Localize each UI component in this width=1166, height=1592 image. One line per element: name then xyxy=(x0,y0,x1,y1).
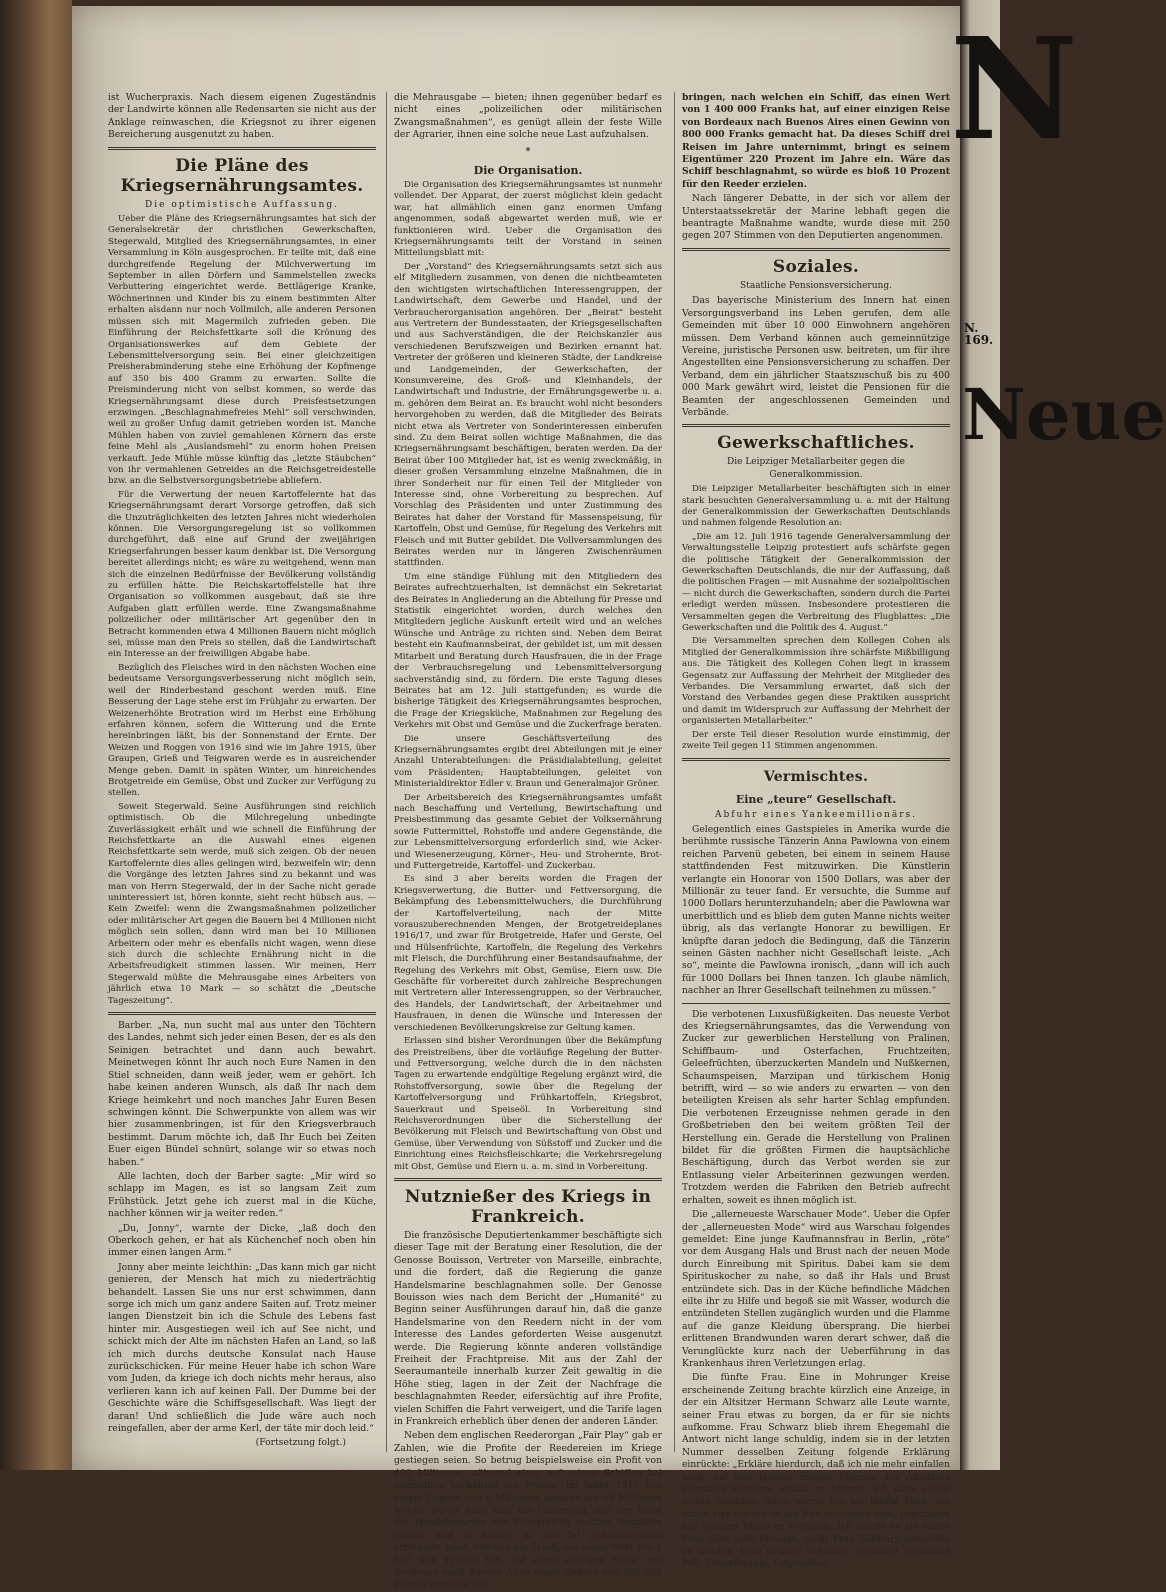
column-divider xyxy=(674,92,675,1452)
story-paragraph: Alle lachten, doch der Barber sagte: „Mir wird so schlapp im Magen, es ist so langsam Zeit zum Frühstück. Jetzt gehe ich zuerst mal in die Küche, nachher können wir ja weiter reden.“ xyxy=(108,1170,376,1220)
column-2 xyxy=(394,92,662,1591)
divider xyxy=(682,1003,950,1004)
headline-nutzniesser: Nutznießer des Kriegs in Frankreich. xyxy=(404,1186,652,1227)
headline-soziales: Soziales. xyxy=(772,256,860,277)
article-paragraph: Bezüglich des Fleisches wird in den nächsten Wochen eine bedeutsame Versorgungsverbesserung nicht möglich sein, weil der Rinderbestand geschont werden muß. Eine Besserung der Lage stehe erst im Frühjahr zu erwarten. Der Weizenerhöhte Brotration wird im Herbst eine Erhöhung erfahren können, sofern die Witterung und die Ernte hereinbringen läßt, bis der Sonnenstand der Ernte. Der Weizen und Roggen von 1916 sind wie im Jahre 1915, über Graupen, Grieß und Teigwaren werde es in ausreichender Menge geben. Damit in späten Winter, um hinreichendes Brotgetreide ein Gemüse, Obst und Zucker zur Verfügung zu stellen. xyxy=(108,662,376,799)
article-paragraph: Neben dem englischen Reederorgan „Fair Play“ gab er Zahlen, wie die Profite der Reedereien im Kriege gestiegen seien. So betrug beispielsweise ein Profit von 400 Millionen, während einer auf seinen Schiffen bei demselben Verhältnis die Profite, im Jahre 1915 von einem Gewinn von 6 Millionen beinahe auf 40 Millionen wuchs. Daher habe man die Forderung, daß der Staat die Handelsmarine mit Frankreichs machte, bezahlen müsse, und er konnte in der Tat Zahlenangaben erbringen, nach welchen ein Schiff, das einen Wert von 1 400 000 Franks hat, auf einer einzigen Reise von Bordeaux nach Buenos Aires einen Gewinn von 800 000 Franks gemacht hat. xyxy=(394,1430,662,1591)
story-paragraph: Barber. „Na, nun sucht mal aus unter den Töchtern des Landes, nehmt sich jeder einen Besen, der es als den Seinigen betrachtet und dann auch bewahrt. Meinetwegen könnt Ihr auch noch Eure Namen in den Stiel schneiden, dann weiß jeder, wem er gehört. Ich habe keinen anderen Wunsch, als daß Ihr nach dem Kriege heimkehrt und noch manches Jahr Euren Besen schwingen könnt. Die Schwerpunkte von allem was wir hier zusammenbringen, ist für den Kriegsverbrauch bestimmt. Darum möchte ich, daß Ihr Euch bei Zeiten Euer eigen Bündel schnürt, solange wir so etwas noch haben.“ xyxy=(108,1020,376,1168)
article-paragraph: Der Arbeitsbereich des Kriegsernährungsamtes umfaßt nach Beschaffung und Verteilung, Bewirtschaftung und Preisbestimmung das gesamte Gebiet der Volksernährung sowie Futtermittel, Rohstoffe und andere Gegenstände, die zur Lebensmittelversorgung erforderlich sind, wie Acker- und Wiesenerzeugung, Körner-, Heu- und Strohernte, Brot- und Futtergetreide, Kartoffel- und Zuckerbau. xyxy=(394,792,662,871)
book-binding xyxy=(0,0,72,1470)
article-paragraph: Gelegentlich eines Gastspieles in Amerika wurde die berühmte russische Tänzerin Anna Pawlowna von einem reichen Parvenü gebeten, bei einem in seinem Hause stattfindenden Fest mitzuwirken. Die Künstlerin verlangte ein Honorar von 1500 Dollars, was aber der Millionär zu teuer fand. Er versuchte, die Summe auf 1000 Dollars herunterzuhandeln; aber die Pawlowna war unerbittlich und es blieb dem guten Manne nichts weiter übrig, als das verlangte Honorar zu bewilligen. Er knüpfte daran jedoch die Bedingung, daß die Tänzerin seinen Gästen nachher nicht Gesellschaft leiste. „Ach so“, meinte die Pawlowna ironisch, „dann will ich auch für 1000 Dollars bei Ihnen tanzen. Ich glaube nämlich, nachher an Ihrer Gesellschaft teilnehmen zu müssen.“ xyxy=(682,823,950,997)
intro-text: bringen, nach welchen ein Schiff, das einen Wert von 1 400 000 Franks hat, auf einer einzigen Reise von Bordeaux nach Buenos Aires einen Gewinn von 800 000 Franks gemacht hat. Da dieses Schiff drei Reisen im Jahre unternimmt, bringt es seinem Eigentümer 220 Prozent im Jahre ein. Wäre das Schiff beschlagnahmt, so würde es bloß 10 Prozent für den Reeder erzielen. xyxy=(682,92,950,190)
masthead-fragment: Neue xyxy=(962,373,1166,456)
subheadline: Die Leipziger Metallarbeiter gegen die Generalkommission. xyxy=(727,457,905,480)
kicker: Die optimistische Auffassung. xyxy=(145,199,339,210)
section-rule xyxy=(108,1012,376,1015)
story-paragraph: Jonny aber meinte leichthin: „Das kann mich gar nicht genieren, der Mensch hat mich zu niederträchtig behandelt. Lassen Sie uns nur erst schwimmen, dann sorge ich mich um ganz andere Saiten auf. Trotz meiner langen Dienstzeit bin ich die Schule des Lebens fast hinter mir. Ausgestiegen weil ich auf See nicht, und schickt mich der Alte im nächsten Hafen an Land, so laß ich mich durchs deutsche Konsulat nach Hause zurückschicken. Für meine Heuer habe ich schon Ware vom Juden, da kriege ich doch nichts mehr heraus, also verlieren kann ich auf keinen Fall. Der Dumme bei der Geschichte wäre die Schiffsgesellschaft. Was liegt der daran! Und schließlich die Jude wäre auch noch reingefallen, aber der arme Kerl, der täte mir doch leid.“ xyxy=(108,1261,376,1435)
article-paragraph: Die Organisation des Kriegsernährungsamtes ist nunmehr vollendet. Der Apparat, der zuerst möglichst klein gedacht war, hat allmählich einen ganz enormen Umfang angenommen, sodaß abgewartet werden muß, wie er funktionieren wird. Ueber die Organisation des Kriegsernährungsamts teilt der Vorstand in seinen Mitteilungsblatt mit: xyxy=(394,180,662,259)
section-rule xyxy=(682,758,950,761)
kicker: Abfuhr eines Yankeemillionärs. xyxy=(714,809,918,820)
article-paragraph: Um eine ständige Fühlung mit den Mitgliedern des Beirates aufrechtzuerhalten, ist demnächst ein Sekretariat des Beirates in Angliederung an die Abteilung für Presse und Statistik eingerichtet worden, durch welches den Mitgliedern jegliche Auskunft erteilt wird und an welches Wünsche und Anträge zu richten sind. Neben dem Beirat besteht ein Kaufmannsbeirat, der gebildet ist, um mit dessen Mitarbeit und Beratung durch Hausfrauen, die in der Frage der Verbrauchsregelung und Lebensmittelversorgung sachverständig sind, zu fördern. Die erste Tagung dieses Beirates hat am 12. Juli stattgefunden; es wurde die bisherige Tätigkeit des Kriegsernährungsamtes besprochen, die Frage der Kriegsküche, Maßnahmen zur Regelung des Verkehrs mit Obst und Gemüse und die Zuckerfrage beraten. xyxy=(394,571,662,731)
article-paragraph: Die fünfte Frau. Eine in Mohrunger Kreise erscheinende Zeitung brachte kürzlich eine Anzeige, in der ein Altsitzer Hermann Schwarz alle Leute warnte, seiner Frau etwas zu borgen, da er für sie nichts aufkomme. Frau Schwarz blieb ihrem Ehegemahl die Antwort nicht lange schuldig, indem sie in der letzten Nummer desselben Zeitung folgende Erklärung einrückte: „Erkläre hierdurch, daß ich nie mehr einfallen wird, auf den Namen meines Mannes des Altsitzers Hermann Schwarz, etwas zu borgen. Ich kann selbst nichts besitzen. Auch warne ich als fünfte Frau, die schon vier vor mir in der Ehe gestorben sind, jedermann vor meinem Mann zu verloben. Ich würde es als fünfte Frau aber sehr bereuen, nicht Frau Schwarz geworden zu werden, Frau Rentier Schwarz, verwitwet gewesene Pöll, Schnellwalde, Ostpreußen.“ xyxy=(682,1372,950,1570)
column-divider xyxy=(386,92,387,1452)
section-rule xyxy=(682,248,950,251)
article-paragraph: Die verbotenen Luxusfüßigkeiten. Das neueste Verbot des Kriegsernährungsamtes, das die Verwendung von Zucker zur gewerblichen Herstellung von Pralinen, Schiffbaum- und Osterfachen, Fruchtzeiten, Geleefrüchten, überzuckerten Mandeln und Nußkernen, Schaumspeisen, Marzipan und türkischem Honig betrifft, wird — so wie anders zu erwarten — von den beteiligten Kreisen als sehr harter Schlag empfunden. Die verbotenen Erzeugnisse nehmen gerade in den Großbetrieben den bei weitem größten Teil der Herstellung ein. Gerade die Herstellung von Pralinen bildet für die größten Firmen die hauptsächliche Beschäftigung, durch das Verbot werden sie zur Entlassung vieler Arbeiterinnen gezwungen werden. Trotzdem werden die Fabriken den Betrieb aufrecht erhalten, soweit es ihnen möglich ist. xyxy=(682,1008,950,1206)
article-paragraph: Für die Verwertung der neuen Kartoffelernte hat das Kriegsernährungsamt derart Vorsorge getroffen, daß sich die Unzuträglichkeiten des letzten Jahres nicht wiederholen können. Die Versorgungsregelung ist so vollkommen durchgeführt, daß eine auf Grund der zweijährigen Kriegserfahrungen besser kaum denkbar ist. Die Versorgung bereitet allerdings nicht; es wäre zu weitgehend, wenn man sich die einzelnen Bedürfnisse der Bevölkerung vollständig zu erfüllen hätte. Die Reichskartoffelstelle hat ihre Organisation so vollkommen ausgebaut, daß sie ihre Aufgaben glatt erfüllen werde. Eine Zwangsmaßnahme polizeilicher oder militärischer Art gegenüber den in Betracht kommenden etwa 4 Millionen Bauern nicht möglich sei, müsse man den Preis so stellen, daß die Landwirtschaft ein Interesse an der freiwilligen Abgabe habe. xyxy=(108,489,376,660)
section-rule xyxy=(394,1178,662,1181)
article-paragraph: Die Leipziger Metallarbeiter beschäftigten sich in einer stark besuchten Generalversammlung u. a. mit der Haltung der Generalkommission der Gewerkschaften Deutschlands und nahmen folgende Resolution an: xyxy=(682,484,950,529)
subheadline: Eine „teure“ Gesellschaft. xyxy=(735,792,897,806)
headline-vermischtes: Vermischtes. xyxy=(763,768,869,785)
article-paragraph: Ueber die Pläne des Kriegsernährungsamtes hat sich der Generalsekretär der christlichen Gewerkschaften, Stegerwald, Mitglied des Kriegsernährungsamtes, in einer Versammlung in Köln ausgesprochen. Er teilte mit, daß eine durchgreifende Regelung der Milchverwertung im September in allen Dörfern und Sammelstellen zwecks Verbuttering eingerichtet werde. Bettlägerige Kranke, Wöchnerinnen und Kinder bis zu einem bestimmten Alter erhalten alsdann nur noch Vollmilch, alle anderen Personen müssen sich mit Magermilch zufrieden geben. Die Einführung der Reichsfettkarte soll die Krönung des Organisationswerkes auf dem Gebiete der Lebensmittelversorgung sein. Bei einer gleichzeitigen Preisherabminderung stehe eine Erhöhung der Kopfmenge auf 350 bis 400 Gramm zu erwarten. Sollte die Preisminderung nicht von selbst kommen, so werde das Kriegsernährungsamt diese durch Preisfestsetzungen erzwingen. „Beschlagnahmefreies Mehl“ soll verschwinden, weil zu großer Unfug damit getrieben worden ist. Manche Mühlen haben von zuviel gemahlenen Körnern das erste feine Mehl als „Auslandsmehl“ zu enorm hohen Preisen verkauft. Jede Mühle müsse künftig das „letzte Stäubchen“ von ihr vermahlenen Getreides an die Reichsgetreidestelle bzw. an die Selbstversorgungsbetriebe abliefern. xyxy=(108,214,376,487)
article-paragraph: Soweit Stegerwald. Seine Ausführungen sind reichlich optimistisch. Ob die Milchregelung unbedingte Zuverlässigkeit erhält und wie schnell die Einführung der Reichsfettkarte an die Auswahl eines eigenen Reichsfettkarte sein werde, muß sich zeigen. Ob der neuen Kartoffelernte dies alles gelingen wird, bezweifeln wir; denn die Vorgänge des letzten Jahres sind zu bekannt und was man von Herrn Stegerwald, der in der Sache nicht gerade uninteressiert ist, hören konnte, sieht recht hübsch aus. — Kein Zweifel: wenn die Zwangsmaßnahmen polizeilicher oder militärischer Art gegen die Bauern bei 4 Millionen nicht möglich sein sollen, dann wird man bei 10 Millionen Arbeitern oder mehr es ebenfalls nicht wagen, wenn diese sich durch die schlechte Ernährung nicht in die Arbeitsfreudigkeit stimmen lassen. Wir meinen, Herr Stegerwald müßte die Mehrausgabe eines Arbeiters von jährlich etwa 10 Mark — so schätzt die „Deutsche Tageszeitung“. xyxy=(108,801,376,1006)
headline-organisation: Die Organisation. xyxy=(473,164,583,178)
headline-kriegsernaehrungsamt: Die Pläne des Kriegsernährungsamtes. xyxy=(120,155,364,196)
adjacent-page-edge xyxy=(950,0,1166,1470)
masthead-fragment: N xyxy=(950,8,1078,172)
story-paragraph: „Du, Jonny“, warnte der Dicke, „laß doch den Oberkoch gehen, er hat als Küchenchef noch oben hin immer einen langen Arm.“ xyxy=(108,1222,376,1259)
article-paragraph: Der „Vorstand“ des Kriegsernährungsamts setzt sich aus elf Mitgliedern zusammen, von denen die nichtbeamteten den wichtigsten wirtschaftlichen Interessengruppen, der Landwirtschaft, dem Gewerbe und Handel, und der Verbraucherorganisation angehören. Der „Beirat“ besteht aus Vertretern der Bundesstaaten, der Kriegsgesellschaften und aus Sachverständigen, die der Reichskanzler aus verschiedenen Berufszweigen und Bezirken ernannt hat. Vertreter der größeren und kleineren Städte, der Landkreise und Landgemeinden, der Gewerkschaften, der Konsumvereine, des Groß- und Kleinhandels, der Landwirtschaft und Industrie, der Ernährungsgewerbe u. a. m. gehören dem Beirat an. Es braucht wohl nicht besonders hervorgehoben zu werden, daß die Mitglieder des Beirats nicht etwa als Vertreter von Sonderinteressen einberufen sind. Zu dem Beirat sollen wichtige Maßnahmen, die das Kriegsernährungsamt beschäftigen, beraten werden. Da der Beirat über 100 Mitglieder hat, ist es wenig zweckmäßig, in dieser großen Versammlung einzelne Maßnahmen, die in ihrer Sonderheit nur für einen Teil der Mitglieder von Interesse sind, ohne Vorbereitung zu besprechen. Auf Vorschlag des Präsidenten und unter Zustimmung des Beirates hat daher der Vorstand für Massenspeisung, für Kartoffeln, Obst und Gemüse, für Regelung des Verkehrs mit Fleisch und mit Butter gebildet. Die Vollversammlungen des Beirates werden nur in längeren Zwischenräumen stattfinden. xyxy=(394,261,662,569)
article-paragraph: „Die am 12. Juli 1916 tagende Generalversammlung der Verwaltungsstelle Leipzig protestiert aufs schärfste gegen die politische Tätigkeit der Generalkommission der Gewerkschaften Deutschlands, die nur der Auffassung, daß die politischen Fragen — mit Ausnahme der sozialpolitischen — nicht durch die Gewerkschaften, sondern durch die Partei erledigt werden müssen. Insbesondere protestieren die Versammelten gegen die Verbreitung des Flugblattes: „Die Gewerkschaften und die Politik des 4. August.“ xyxy=(682,531,950,634)
headline-gewerkschaftliches: Gewerkschaftliches. xyxy=(717,433,915,454)
intro-text: ist Wucherpraxis. Nach diesem eigenen Zugeständnis der Landwirte können alle Redensarten sie nicht aus der Anklage reinwaschen, die Kriegsnot zu ihrer eigenen Bereicherung ausgenutzt zu haben. xyxy=(108,92,376,141)
section-rule xyxy=(682,424,950,427)
article-paragraph: Das bayerische Ministerium des Innern hat einen Versorgungsverband ins Leben gerufen, dem alle Gemeinden mit über 10 000 Einwohnern angehören müssen. Dem Verband können auch gemeinnützige Vereine, juristische Personen usw. beitreten, um für ihre Angestellten eine Pensionsversicherung zu schaffen. Der Verband, dem ein jährlicher Staatszuschuß bis zu 400 000 Mark gewährt wird, leistet die Pensionen für die Beamten der angeschlossenen Gemeinden und Verbände. xyxy=(682,295,950,418)
article-paragraph: Die Versammelten sprechen dem Kollegen Cohen als Mitglied der Generalkommission ihre schärfste Mißbilligung aus. Die Tätigkeit des Kollegen Cohen liegt in krassem Gegensatz zur Auffassung der Mehrheit der Mitglieder des Verbandes. Die Versammlung erwartet, daß sich der Vorstand des Verbandes gegen diese Praktiken ausspricht und damit im Widerspruch zur Auffassung der Mehrheit der organisierten Metallarbeiter.“ xyxy=(682,636,950,727)
article-paragraph: Die „allerneueste Warschauer Mode“. Ueber die Opfer der „allerneuesten Mode“ wird aus Warschau folgendes gemeldet: Eine junge Kaufmannsfrau in Berlin, „röte“ vor dem Ausgang Hals und Brust nach der neuen Mode durch Einreibung mit Spiritus. Dabei kam sie dem Spirituskocher zu nahe, so daß ihr Hals und Brust entzündete sich. Das in der Küche befindliche Mädchen eilte ihr zu Hilfe und begoß sie mit Wasser, wodurch die entzündeten Stellen zugänglich wurden und die Flamme auf die ganze Kleidung übersprang. Die hierbei erlittenen Brandwunden waren derart schwer, daß die Verunglückte kurz nach der Ueberführung in das Krankenhaus ihren Verletzungen erlag. xyxy=(682,1209,950,1369)
column-3 xyxy=(682,92,950,1570)
column-1 xyxy=(108,92,376,1457)
intro-text: die Mehrausgabe — bieten; ihnen gegenüber bedarf es nicht eines „polizeilichen oder militärischen Zwangsmaßnahmen“, es genügt allein der feste Wille der Agrarier, ihnen eine solche neue Last aufzuhalsen. xyxy=(394,92,662,141)
article-paragraph: Es sind 3 aber bereits worden die Fragen der Kriegsverwertung, die Butter- und Fettversorgung, die Bekämpfung des Lebensmittelwuchers, die Durchführung der Kartoffelverteilung, nach der Mitte vorauszuberechnenden Mengen, der Brotgetreideplanes 1916/17, und zwar für Brotgetreide, Hafer und Gerste, Oel und Hülsenfrüchte, Kartoffeln, die Regelung des Verkehrs mit Fleisch, die Durchführung einer Bestandsaufnahme, der Regelung des Verkehrs mit Obst, Gemüse, Eiern usw. Die Geschäfte für vorbereitet durch zahlreiche Besprechungen mit Vertretern aller Interessengruppen, so der Verbraucher, des Handels, der Landwirtschaft, der Arbeitnehmer und Hausfrauen, in denen die Wünsche und Interessen der verschiedenen Bevölkerungskreise zur Geltung kamen. xyxy=(394,874,662,1033)
article-paragraph: Der erste Teil dieser Resolution wurde einstimmig, der zweite Teil gegen 11 Stimmen angenommen. xyxy=(682,729,950,752)
article-paragraph: Die französische Deputiertenkammer beschäftigte sich dieser Tage mit der Beratung einer Resolution, die der Genosse Bouisson, Vertreter von Marseille, einbrachte, und die fordert, daß die Regierung die ganze Handelsmarine beschlagnahmen solle. Der Genosse Bouisson wies nach dem Bericht der „Humanité“ zu Beginn seiner Ausführungen darauf hin, daß die ganze Handelsmarine von den Reedern nicht in der vom Interesse des Landes geforderten Weise ausgenutzt werde. Die Regierung könnte anderen vollständige Freiheit der Frachtpreise. Mit aus der Zahl der Seeraumanteile innerhalb kurzer Zeit gewaltig in die Höhe stieg, lagen in der Zeit der Nachfrage die beschlagnahmten Reeder, eifersüchtig auf ihre Profite, vielen Schiffen die Fahrt verweigert, und die Tarife lagen in Frankreich erheblich über denen der anderen Länder. xyxy=(394,1229,662,1428)
article-paragraph: Die unsere Geschäftsverteilung des Kriegsernährungsamtes ergibt drei Abteilungen mit je einer Anzahl Unterabteilungen: die Präsidialabteilung, geleitet vom Präsidenten; Hauptabteilungen, geleitet von Ministerialdirektor Edler v. Braun und Generalmajor Gröner. xyxy=(394,733,662,790)
article-paragraph: Erlassen sind bisher Verordnungen über die Bekämpfung des Preistreibens, über die vorläufige Regelung der Butter- und Fettversorgung, welche durch die in den nächsten Tagen zu erwartende endgültige Regelung ergänzt wird, die Rohstoffversorgung, sowie über die Regelung der Kartoffelversorgung und Frühkartoffeln, Kriegsbrot, Sauerkraut und Speiseöl. In Vorbereitung sind Reichsverordnungen über die Sicherstellung der Bevölkerung mit Fleisch und Bewirtschaftung von Obst und Gemüse, über Verwendung von Süßstoff und Zucker und die Einrichtung eines Reichsfleischkarte; die Verkehrsregelung mit Obst, Gemüse und Eiern u. a. m. sind in Vorbereitung. xyxy=(394,1036,662,1172)
article-paragraph: Nach längerer Debatte, in der sich vor allem der Unterstaatssekretär der Marine lebhaft gegen die beantragte Maßnahme wandte, wurde diese mit 250 gegen 207 Stimmen von den Deputierten angenommen. xyxy=(682,193,950,242)
separator-star: * xyxy=(525,145,531,157)
issue-number: N. 169. xyxy=(964,321,994,347)
section-rule xyxy=(108,147,376,150)
subheadline: Staatliche Pensionsversicherung. xyxy=(740,280,892,291)
continuation-note: (Fortsetzung folgt.) xyxy=(255,1437,346,1449)
